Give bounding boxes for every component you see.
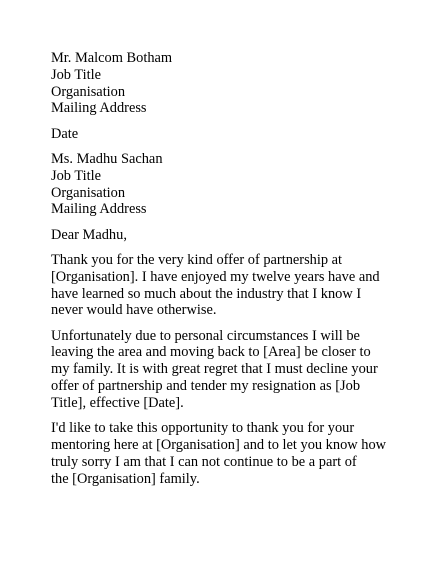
letter-date: Date: [51, 125, 79, 142]
sender-address: Mailing Address: [51, 100, 147, 117]
resignation-letter: [51, 50, 431, 496]
recipient-block: [51, 151, 431, 218]
sender-block: [51, 50, 431, 117]
recipient-job-title: Job Title: [51, 167, 101, 184]
salutation: Dear Madhu,: [51, 226, 127, 243]
paragraph-line: have learned so much about the industry that I know I: [51, 285, 362, 302]
paragraph-line: I'd like to take this opportunity to thank you for your: [51, 420, 355, 437]
paragraph-line: Unfortunately due to personal circumstances I will be: [51, 327, 360, 344]
paragraph-line: never would have otherwise.: [51, 302, 217, 319]
recipient-organisation: Organisation: [51, 184, 126, 201]
paragraph-line: mentoring here at [Organisation] and to let you know how: [51, 436, 387, 453]
date-block: [51, 126, 431, 143]
paragraph-line: leaving the area and moving back to [Area] be closer to: [51, 344, 371, 361]
paragraph-3: [51, 420, 431, 487]
paragraph-line: Title], effective [Date].: [51, 394, 184, 411]
sender-job-title: Job Title: [51, 66, 101, 83]
paragraph-line: offer of partnership and tender my resignation as [Job: [51, 378, 361, 395]
sender-organisation: Organisation: [51, 83, 126, 100]
paragraph-line: Thank you for the very kind offer of partnership at: [51, 251, 343, 268]
paragraph-line: my family. It is with great regret that I must decline your: [51, 361, 378, 378]
salutation-block: [51, 227, 431, 244]
paragraph-line: truly sorry I am that I can not continue to be a part of: [51, 453, 357, 470]
paragraph-2: [51, 328, 431, 412]
recipient-name: Ms. Madhu Sachan: [51, 150, 163, 167]
recipient-address: Mailing Address: [51, 201, 147, 218]
paragraph-1: [51, 252, 431, 319]
paragraph-line: [Organisation]. I have enjoyed my twelve years have and: [51, 268, 380, 285]
paragraph-line: the [Organisation] family.: [51, 470, 200, 487]
sender-name: Mr. Malcom Botham: [51, 50, 173, 66]
